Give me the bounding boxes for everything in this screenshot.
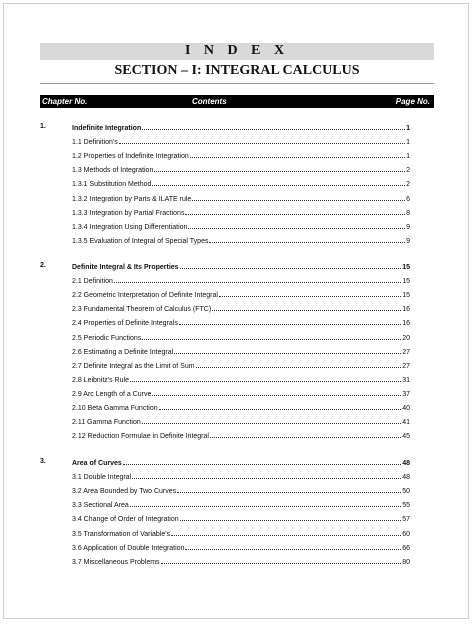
toc-entry-page: 55 xyxy=(402,502,410,509)
toc-entry-page: 66 xyxy=(402,545,410,552)
toc-entry-page: 6 xyxy=(406,196,410,203)
dot-leader xyxy=(212,302,401,311)
dot-leader xyxy=(185,206,405,215)
dot-leader xyxy=(209,234,405,243)
toc-entry-page: 9 xyxy=(406,238,410,245)
dot-leader xyxy=(142,331,401,340)
topic-row xyxy=(72,177,410,189)
toc-entry-page: 2 xyxy=(406,167,410,174)
topic-row xyxy=(72,316,410,328)
dot-leader xyxy=(171,527,401,536)
toc-entry-page: 16 xyxy=(402,320,410,327)
toc-entry-page: 57 xyxy=(402,516,410,523)
toc-entry-title: 2.11 Gamma Function xyxy=(72,419,141,426)
dot-leader xyxy=(130,498,401,507)
toc-entry-title: Indefinite Integration xyxy=(72,125,142,132)
dot-leader xyxy=(159,401,402,410)
toc-entry-page: 8 xyxy=(406,210,410,217)
toc-entry-title: 3.3 Sectional Area xyxy=(72,502,129,509)
toc-entry-title: 3.1 Double Integral xyxy=(72,474,132,481)
dot-leader xyxy=(114,274,401,283)
table-header xyxy=(40,95,434,108)
toc-entry-title: 1.2 Properties of Indefinite Integration xyxy=(72,153,189,160)
toc-entry-title: 1.3.3 Integration by Partial Fractions xyxy=(72,210,185,217)
topic-row xyxy=(72,429,410,441)
toc-entry-page: 60 xyxy=(402,531,410,538)
toc-entry-title: 1.3.4 Integration Using Differentiation xyxy=(72,224,188,231)
topic-row xyxy=(72,512,410,524)
toc-entry-title: 3.2 Area Bounded by Two Curves xyxy=(72,488,177,495)
topic-row xyxy=(72,274,410,286)
dot-leader xyxy=(142,415,401,424)
topic-row xyxy=(72,135,410,147)
toc-entry-title: Definite Integral & Its Properties xyxy=(72,264,179,271)
dot-leader xyxy=(154,163,405,172)
toc-entry-title: Area of Curves xyxy=(72,460,122,467)
toc-entry-title: 2.7 Definite Integral as the Limit of Sum xyxy=(72,363,195,370)
section-title: SECTION – I: INTEGRAL CALCULUS xyxy=(114,63,360,78)
toc-entry-title: 1.3 Methods of Integration xyxy=(72,167,154,174)
divider xyxy=(40,83,434,84)
toc-entry-title: 3.6 Application of Double Integration xyxy=(72,545,185,552)
toc-entry-page: 16 xyxy=(402,306,410,313)
toc-entry-page: 15 xyxy=(402,264,410,271)
topic-row xyxy=(72,415,410,427)
toc-entry-page: 80 xyxy=(402,559,410,566)
dot-leader xyxy=(180,260,402,269)
toc-entry-title: 2.10 Beta Gamma Function xyxy=(72,405,158,412)
toc-entry-page: 41 xyxy=(402,419,410,426)
toc-entry-title: 1.3.1 Substitution Method xyxy=(72,181,152,188)
toc-entry-title: 2.2 Geometric Interpretation of Definite Integral xyxy=(72,292,218,299)
topic-row xyxy=(72,387,410,399)
chapter-number: 3. xyxy=(40,458,46,465)
toc-entry-title: 3.4 Change of Order of Integration xyxy=(72,516,179,523)
topic-row xyxy=(72,527,410,539)
chapter-number: 1. xyxy=(40,123,46,130)
toc-entry-title: 1.1 Definition's xyxy=(72,139,118,146)
dot-leader xyxy=(174,345,401,354)
topic-row xyxy=(72,541,410,553)
toc-entry-title: 2.3 Fundamental Theorem of Calculus (FTC) xyxy=(72,306,212,313)
dot-leader xyxy=(177,484,401,493)
toc-entry-title: 3.5 Transformation of Variable's xyxy=(72,531,171,538)
topic-row xyxy=(72,401,410,413)
toc-entry-page: 37 xyxy=(402,391,410,398)
toc-entry-title: 2.1 Definition xyxy=(72,278,113,285)
toc-entry-page: 9 xyxy=(406,224,410,231)
topic-row xyxy=(72,484,410,496)
dot-leader xyxy=(192,192,405,201)
toc-entry-page: 50 xyxy=(402,488,410,495)
toc-entry-title: 3.7 Miscellaneous Problems xyxy=(72,559,160,566)
toc-entry-title: 2.4 Properties of Definite Integrals xyxy=(72,320,178,327)
toc-entry-page: 1 xyxy=(406,153,410,160)
dot-leader xyxy=(188,220,405,229)
topic-row xyxy=(72,234,410,246)
header-chapter-no: Chapter No. xyxy=(42,97,88,106)
topic-row xyxy=(72,555,410,567)
toc-entry-title: 2.9 Arc Length of a Curve xyxy=(72,391,152,398)
topic-row xyxy=(72,149,410,161)
topic-row xyxy=(72,220,410,232)
topic-row xyxy=(72,345,410,357)
dot-leader xyxy=(219,288,401,297)
topic-row xyxy=(72,331,410,343)
toc-entry-title: 2.12 Reduction Formulae in Definite Integral xyxy=(72,433,209,440)
topic-row xyxy=(72,470,410,482)
dot-leader xyxy=(190,149,405,158)
dot-leader xyxy=(130,373,401,382)
topic-row xyxy=(72,302,410,314)
toc-entry-page: 40 xyxy=(402,405,410,412)
chapter-row xyxy=(72,260,410,272)
dot-leader xyxy=(196,359,402,368)
toc-entry-page: 45 xyxy=(402,433,410,440)
toc-entry-title: 2.5 Periodic Functions xyxy=(72,335,142,342)
dot-leader xyxy=(161,555,402,564)
toc-entry-page: 48 xyxy=(402,460,410,467)
toc-entry-page: 48 xyxy=(402,474,410,481)
toc-entry-page: 15 xyxy=(402,278,410,285)
dot-leader xyxy=(142,121,405,130)
header-page-no: Page No. xyxy=(395,97,430,106)
index-title: I N D E X xyxy=(184,43,290,58)
toc-entry-page: 31 xyxy=(402,377,410,384)
topic-row xyxy=(72,498,410,510)
topic-row xyxy=(72,163,410,175)
dot-leader xyxy=(123,456,401,465)
toc-entry-title: 1.3.5 Evaluation of Integral of Special Types xyxy=(72,238,209,245)
topic-row xyxy=(72,359,410,371)
chapter-row xyxy=(72,456,410,468)
chapter-row xyxy=(72,121,410,133)
topic-row xyxy=(72,288,410,300)
toc-entry-page: 27 xyxy=(402,363,410,370)
topic-row xyxy=(72,192,410,204)
dot-leader xyxy=(132,470,401,479)
dot-leader xyxy=(119,135,405,144)
toc-entry-page: 20 xyxy=(402,335,410,342)
toc-entry-page: 1 xyxy=(406,125,410,132)
toc-entry-title: 2.6 Estimating a Definite Integral xyxy=(72,349,174,356)
header-contents: Contents xyxy=(192,97,227,106)
toc-entry-title: 2.8 Leibnitz's Rule xyxy=(72,377,129,384)
toc-entry-page: 1 xyxy=(406,139,410,146)
toc-entry-page: 2 xyxy=(406,181,410,188)
chapter-number: 2. xyxy=(40,262,46,269)
dot-leader xyxy=(152,387,401,396)
dot-leader xyxy=(185,541,401,550)
dot-leader xyxy=(180,512,402,521)
topic-row xyxy=(72,373,410,385)
toc-entry-title: 1.3.2 Integration by Parts & ILATE rule xyxy=(72,196,192,203)
toc-entry-page: 27 xyxy=(402,349,410,356)
toc-entry-page: 15 xyxy=(402,292,410,299)
topic-row xyxy=(72,206,410,218)
dot-leader xyxy=(152,177,405,186)
dot-leader xyxy=(210,429,401,438)
dot-leader xyxy=(179,316,401,325)
